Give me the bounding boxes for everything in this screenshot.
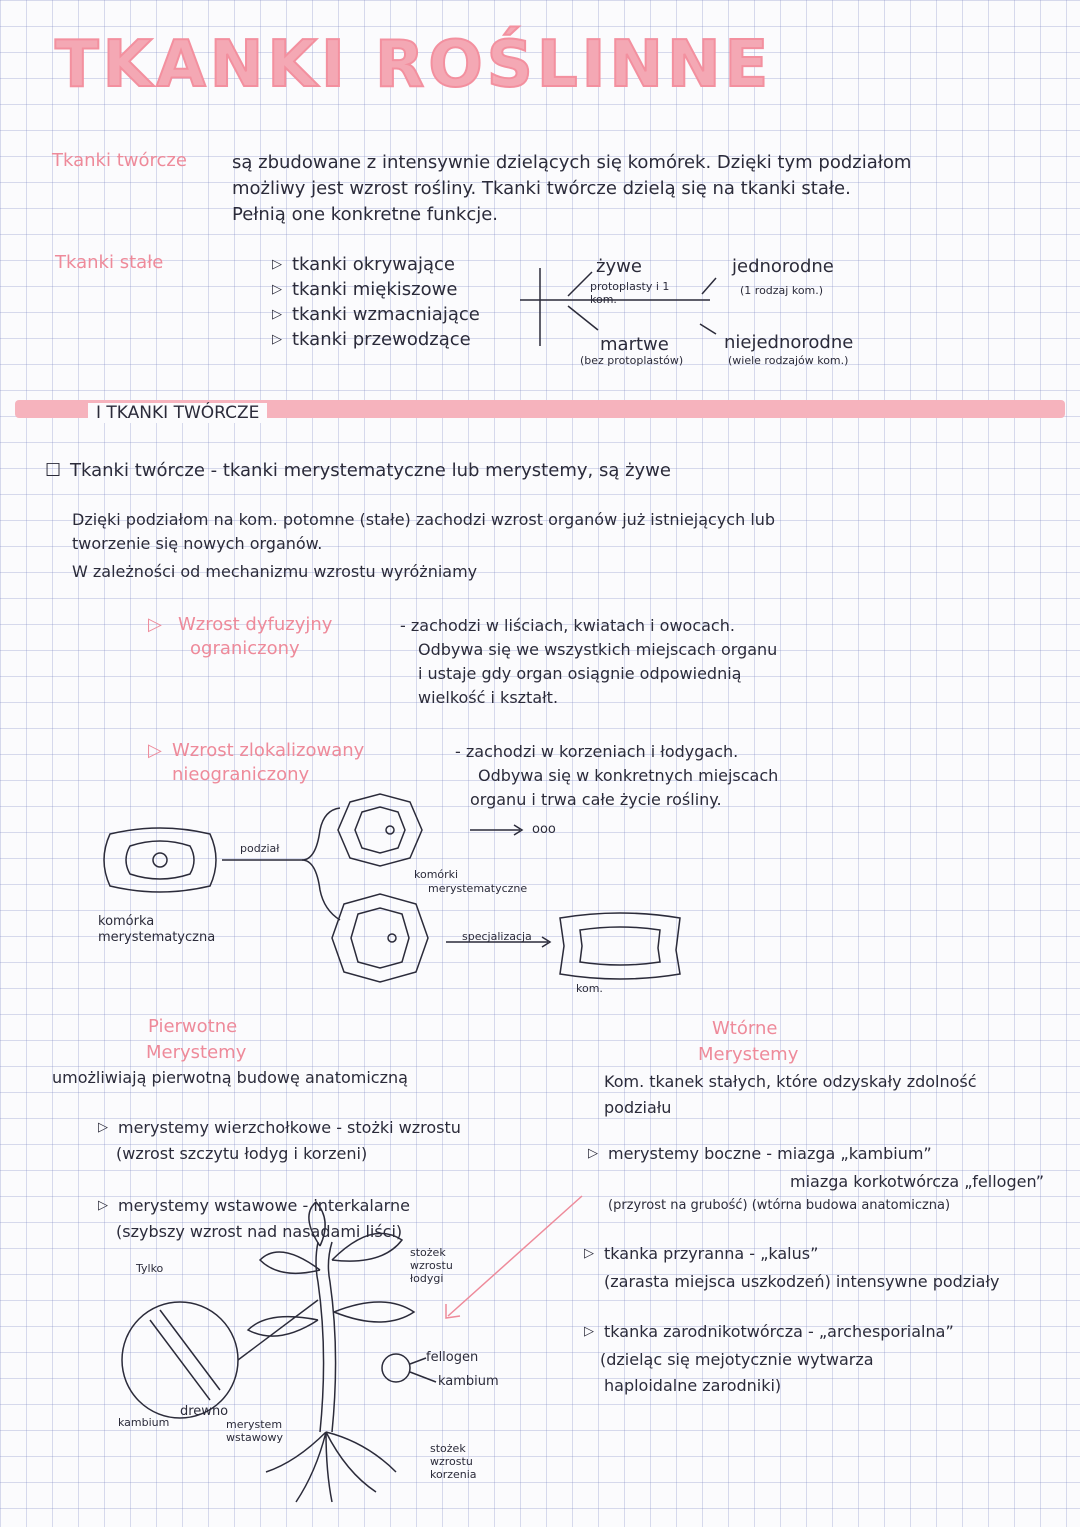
- growth1-line-2: Odbywa się we wszystkich miejscach organu: [418, 640, 778, 659]
- term-tkanki-tworcze: Tkanki twórcze: [52, 150, 187, 171]
- fig-label-kom: kom.: [576, 982, 603, 995]
- bracket-line: [702, 278, 716, 294]
- intro-line-1: są zbudowane z intensywnie dzielących się komórek. Dzięki tym podziałom: [232, 152, 912, 173]
- plant-label-stozek-lodygi: stożek wzrostu łodygi: [410, 1246, 453, 1285]
- wtorne-item3-b: (dzieląc się mejotycznie wytwarza: [600, 1350, 874, 1369]
- fig-label-specjalizacja: specjalizacja: [462, 930, 532, 943]
- fig-label-komorka-1: komórka: [98, 914, 155, 929]
- fig-label-podzial: podział: [240, 842, 280, 855]
- growth1-line-1: - zachodzi w liściach, kwiatach i owocach.: [400, 616, 735, 635]
- label-niejednorodne: niejednorodne: [724, 332, 854, 353]
- meristem-cell-icon: [104, 828, 216, 892]
- list-item: ▷ tkanki miękiszowe: [272, 277, 480, 302]
- growth1-subtitle: ograniczony: [190, 638, 300, 659]
- arrow-line: [302, 808, 340, 860]
- para-line-1: Dzięki podziałom na kom. potomne (stałe) zachodzi wzrost organów już istniejących lub: [72, 510, 776, 529]
- fig-label-komorki-1: komórki: [414, 868, 459, 881]
- list-item: ▷ merystemy boczne - miazga „kambium”: [588, 1142, 932, 1166]
- wtorne-title: Wtórne: [712, 1018, 778, 1039]
- section-title: I TKANKI TWÓRCZE: [88, 403, 267, 423]
- pink-arrow: [448, 1196, 582, 1316]
- fig-label-dots: ooo: [532, 822, 556, 837]
- pierwotne-item2-note: (szybszy wzrost nad nasadami liści): [116, 1222, 403, 1241]
- bracket-line: [568, 272, 592, 296]
- note-martwe: (bez protoplastów): [580, 354, 684, 367]
- growth2-line-2: Odbywa się w konkretnych miejscach: [478, 766, 779, 785]
- list-item: ▷ tkanki wzmacniające: [272, 302, 480, 327]
- note-niejednorodne: (wiele rodzajów kom.): [728, 354, 849, 367]
- plant-label-tylko: Tylko: [136, 1262, 164, 1275]
- fig-label-komorka-2: merystematyczna: [98, 930, 216, 945]
- wtorne-item1-c: (przyrost na grubość) (wtórna budowa anatomiczna): [608, 1198, 951, 1213]
- label-jednorodne: jednorodne: [732, 256, 834, 277]
- plant-icon: [248, 1202, 414, 1502]
- list-item: ▷ tkanki okrywające: [272, 252, 480, 277]
- para-line-3: W zależności od mechanizmu wzrostu wyróżniamy: [72, 562, 478, 581]
- growth1-title: Wzrost dyfuzyjny: [178, 614, 333, 635]
- growth2-line-3: organu i trwa całe życie rośliny.: [470, 790, 722, 809]
- definition: Tkanki twórcze - tkanki merystematyczne lub merystemy, są żywe: [70, 460, 671, 481]
- wtorne-item2-b: (zarasta miejsca uszkodzeń) intensywne podziały: [604, 1272, 1000, 1291]
- label-martwe: martwe: [600, 334, 669, 355]
- intro-line-3: Pełnią one konkretne funkcje.: [232, 204, 499, 225]
- daughter-cell-icon: [338, 794, 422, 866]
- triangle-icon: ▷: [148, 740, 162, 761]
- pierwotne-title: Pierwotne: [148, 1016, 238, 1037]
- list-item: ▷ merystemy wstawowe - interkalarne: [98, 1194, 410, 1218]
- arrow-line: [302, 860, 340, 920]
- label-zywe: żywe: [596, 256, 642, 277]
- plant-label-kambium-2: kambium: [118, 1416, 170, 1429]
- wtorne-item3-c: haploidalne zarodniki): [604, 1376, 782, 1395]
- list-item: ▷ merystemy wierzchołkowe - stożki wzrostu: [98, 1116, 461, 1140]
- plant-label-kambium: kambium: [438, 1374, 499, 1389]
- note-zywe: protoplasty i 1 kom.: [590, 280, 670, 306]
- note-jednorodne: (1 rodzaj kom.): [740, 284, 824, 297]
- wtorne-desc-2: podziału: [604, 1098, 672, 1117]
- plant-label-stozek-korzenia: stożek wzrostu korzenia: [430, 1442, 477, 1481]
- growth1-line-3: i ustaje gdy organ osiągnie odpowiednią: [418, 664, 742, 683]
- checkbox-icon: ☐: [45, 460, 62, 481]
- growth2-title: Wzrost zlokalizowany: [172, 740, 365, 761]
- wtorne-subtitle: Merystemy: [698, 1044, 799, 1065]
- growth2-line-1: - zachodzi w korzeniach i łodygach.: [455, 742, 739, 761]
- page-title: TKANKI ROŚLINNE: [55, 28, 773, 102]
- fig-label-komorki-2: merystematyczne: [428, 882, 528, 895]
- list-item: ▷ tkanka przyranna - „kalus”: [584, 1242, 818, 1266]
- daughter-cell-icon: [332, 894, 428, 982]
- intro-line-2: możliwy jest wzrost rośliny. Tkanki twórcze dzielą się na tkanki stałe.: [232, 178, 851, 199]
- bracket-line: [568, 306, 598, 330]
- wtorne-desc-1: Kom. tkanek stałych, które odzyskały zdolność: [604, 1072, 977, 1091]
- growth1-line-4: wielkość i kształt.: [418, 688, 559, 707]
- specialized-cell-icon: [560, 913, 680, 979]
- stem-detail-icon: [382, 1354, 410, 1382]
- triangle-icon: ▷: [148, 614, 162, 635]
- pierwotne-desc: umożliwiają pierwotną budowę anatomiczną: [52, 1068, 408, 1087]
- wtorne-item1-b: miazga korkotwórcza „fellogen”: [790, 1172, 1045, 1191]
- plant-label-merystem: merystem wstawowy: [226, 1418, 284, 1444]
- bracket-line: [700, 324, 716, 334]
- list-item: ▷ tkanka zarodnikotwórcza - „archesporialna”: [584, 1320, 954, 1344]
- term-tkanki-stale: Tkanki stałe: [55, 252, 164, 273]
- para-line-2: tworzenie się nowych organów.: [72, 534, 323, 553]
- list-item: ▷ tkanki przewodzące: [272, 327, 480, 352]
- pierwotne-item1-note: (wzrost szczytu łodyg i korzeni): [116, 1144, 368, 1163]
- growth2-subtitle: nieograniczony: [172, 764, 310, 785]
- pierwotne-subtitle: Merystemy: [146, 1042, 247, 1063]
- plant-label-drewno: drewno: [180, 1404, 229, 1419]
- plant-label-fellogen: fellogen: [426, 1350, 479, 1365]
